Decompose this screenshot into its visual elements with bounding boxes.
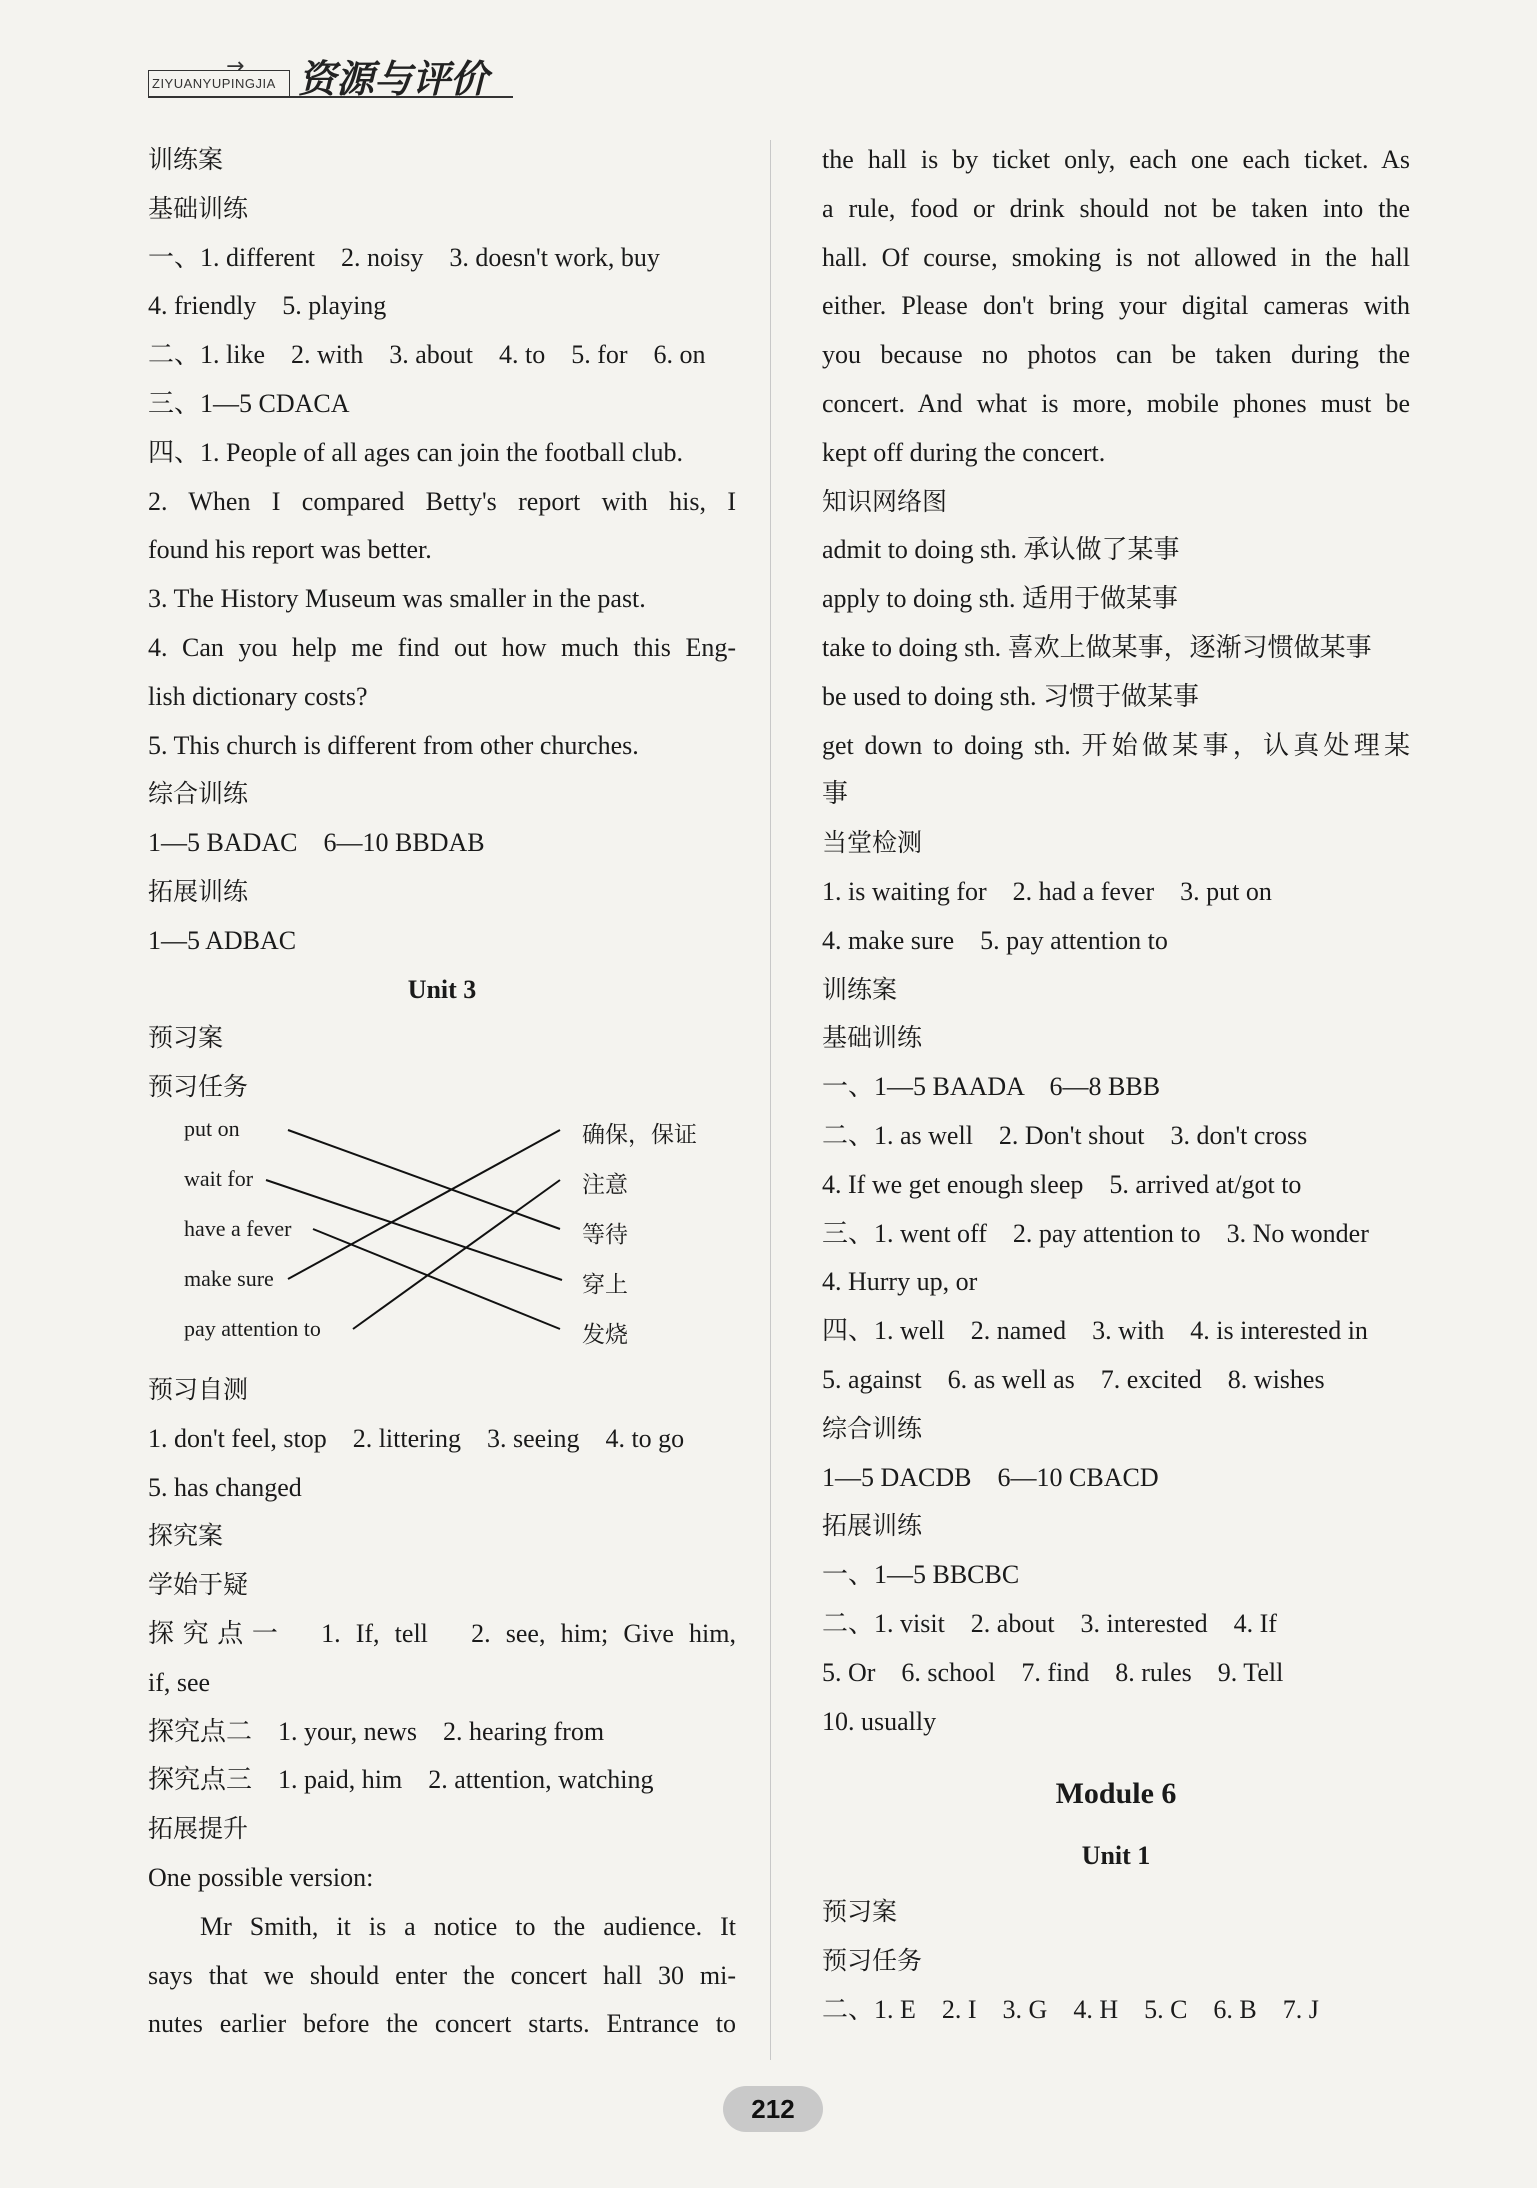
- section-heading: 预习任务: [148, 1072, 249, 1102]
- match-right-item: 发烧: [582, 1321, 628, 1348]
- answer-line: 5. has changed: [148, 1472, 302, 1502]
- answer-line: 探究点二 1. your, news 2. hearing from: [148, 1716, 605, 1746]
- section-heading: 预习任务: [822, 1946, 923, 1976]
- answer-line: 二、1. E 2. I 3. G 4. H 5. C 6. B 7. J: [822, 1994, 1319, 2024]
- answer-line: take to doing sth. 喜欢上做某事，逐渐习惯做某事: [822, 632, 1372, 662]
- section-heading: 预习自测: [148, 1374, 249, 1404]
- match-right-item: 等待: [582, 1221, 628, 1248]
- match-right-item: 穿上: [582, 1271, 628, 1298]
- answer-line: 5. against 6. as well as 7. excited 8. wishes: [822, 1364, 1325, 1394]
- answer-line: 四、1. People of all ages can join the football club.: [148, 437, 684, 467]
- answer-line: 5. This church is different from other churches.: [148, 730, 639, 760]
- section-heading: 预习案: [822, 1897, 898, 1927]
- answer-line: 4. friendly 5. playing: [148, 291, 387, 321]
- answer-line: 4. Can you help me find out how much this Eng-: [148, 632, 736, 662]
- answer-line: be used to doing sth. 习惯于做某事: [822, 681, 1199, 711]
- answer-line: 一、1—5 BBCBC: [822, 1560, 1020, 1590]
- answer-line: get down to doing sth. 开始做某事，认真处理某: [822, 730, 1410, 760]
- match-left-item: pay attention to: [184, 1315, 321, 1341]
- section-heading: 综合训练: [822, 1413, 923, 1443]
- match-line: [288, 1130, 560, 1279]
- answer-line: 10. usually: [822, 1706, 937, 1736]
- section-heading: 基础训练: [822, 1023, 923, 1053]
- unit-title: Unit 3: [407, 974, 477, 1004]
- paragraph-line: says that we should enter the concert hall 30 mi-: [148, 1960, 736, 1990]
- section-heading: 训练案: [148, 145, 224, 174]
- module-title: Module 6: [1055, 1777, 1177, 1811]
- section-heading: 学始于疑: [148, 1570, 249, 1600]
- match-right-item: 注意: [582, 1171, 628, 1198]
- section-heading: 基础训练: [148, 193, 249, 223]
- answer-line: 4. Hurry up, or: [822, 1267, 978, 1297]
- answer-line: apply to doing sth. 适用于做某事: [822, 584, 1179, 614]
- paragraph-line: kept off during the concert.: [822, 437, 1106, 467]
- paragraph-line: concert. And what is more, mobile phones must be: [822, 388, 1410, 418]
- matching-diagram: [148, 1116, 736, 1366]
- section-heading: 训练案: [822, 974, 898, 1004]
- paragraph-line: either. Please don't bring your digital cameras with: [822, 291, 1410, 321]
- left-column: [148, 136, 736, 2049]
- answer-line: 探究点一 1. If, tell 2. see, him; Give him,: [148, 1618, 736, 1648]
- paragraph-line: nutes earlier before the concert starts. Entrance to: [148, 2009, 736, 2039]
- answer-line: 4. If we get enough sleep 5. arrived at/got to: [822, 1169, 1302, 1199]
- section-heading: 综合训练: [148, 779, 249, 809]
- section-heading: 预习案: [148, 1023, 224, 1053]
- answer-line: 5. Or 6. school 7. find 8. rules 9. Tell: [822, 1657, 1284, 1687]
- header-rule: [148, 96, 513, 98]
- answer-line: 四、1. well 2. named 3. with 4. is interested in: [822, 1316, 1368, 1346]
- answer-line: 1—5 BADAC 6—10 BBDAB: [148, 828, 485, 858]
- column-divider: [770, 140, 771, 2060]
- answer-line: lish dictionary costs?: [148, 681, 368, 711]
- answer-line: 探究点三 1. paid, him 2. attention, watching: [148, 1765, 654, 1795]
- right-column: [822, 136, 1410, 2035]
- match-line: [288, 1130, 560, 1229]
- answer-line: 3. The History Museum was smaller in the past.: [148, 584, 646, 614]
- match-left-item: put on: [184, 1115, 240, 1141]
- section-heading: 拓展训练: [148, 876, 249, 906]
- answer-line: 1. is waiting for 2. had a fever 3. put on: [822, 876, 1272, 906]
- answer-line: 4. make sure 5. pay attention to: [822, 925, 1168, 955]
- paragraph-line: the hall is by ticket only, each one each ticket. As: [822, 145, 1410, 174]
- paragraph-line: Mr Smith, it is a notice to the audience. It: [200, 1911, 736, 1941]
- unit-title: Unit 1: [1081, 1841, 1151, 1871]
- match-left-item: make sure: [184, 1265, 274, 1291]
- match-left-item: wait for: [184, 1165, 254, 1191]
- header-arrow-icon: →: [226, 54, 245, 79]
- answer-line: 1—5 ADBAC: [148, 925, 297, 955]
- section-heading: 知识网络图: [822, 486, 948, 516]
- section-heading: 拓展训练: [822, 1511, 923, 1541]
- section-heading: 拓展提升: [148, 1814, 249, 1844]
- answer-line: One possible version:: [148, 1862, 374, 1892]
- answer-line: admit to doing sth. 承认做了某事: [822, 535, 1180, 565]
- answer-line: 2. When I compared Betty's report with his, I: [148, 486, 736, 516]
- answer-line: 事: [822, 779, 849, 809]
- header-pinyin: ZIYUANYUPINGJIA: [152, 76, 276, 91]
- page-number: 212: [723, 2086, 823, 2132]
- match-left-item: have a fever: [184, 1215, 292, 1241]
- header-title: 资源与评价: [298, 57, 489, 101]
- match-line: [353, 1180, 560, 1329]
- paragraph-line: you because no photos can be taken during the: [822, 340, 1410, 370]
- answer-line: found his report was better.: [148, 535, 432, 565]
- answer-line: 一、1—5 BAADA 6—8 BBB: [822, 1072, 1161, 1102]
- section-heading: 探究案: [148, 1521, 224, 1551]
- match-line: [266, 1180, 562, 1280]
- answer-line: 1. don't feel, stop 2. littering 3. seeing 4. to go: [148, 1423, 685, 1453]
- section-heading: 当堂检测: [822, 828, 923, 858]
- match-right-item: 确保，保证: [582, 1121, 697, 1148]
- answer-line: if, see: [148, 1667, 211, 1697]
- answer-line: 三、1—5 CDACA: [148, 388, 350, 418]
- answer-line: 二、1. visit 2. about 3. interested 4. If: [822, 1608, 1277, 1638]
- answer-line: 一、1. different 2. noisy 3. doesn't work, buy: [148, 242, 660, 272]
- paragraph-line: a rule, food or drink should not be taken into the: [822, 193, 1410, 223]
- answer-line: 二、1. as well 2. Don't shout 3. don't cross: [822, 1120, 1308, 1150]
- answer-line: 三、1. went off 2. pay attention to 3. No wonder: [822, 1218, 1369, 1248]
- answer-line: 二、1. like 2. with 3. about 4. to 5. for 6. on: [148, 340, 706, 370]
- answer-line: 1—5 DACDB 6—10 CBACD: [822, 1462, 1159, 1492]
- paragraph-line: hall. Of course, smoking is not allowed in the hall: [822, 242, 1410, 272]
